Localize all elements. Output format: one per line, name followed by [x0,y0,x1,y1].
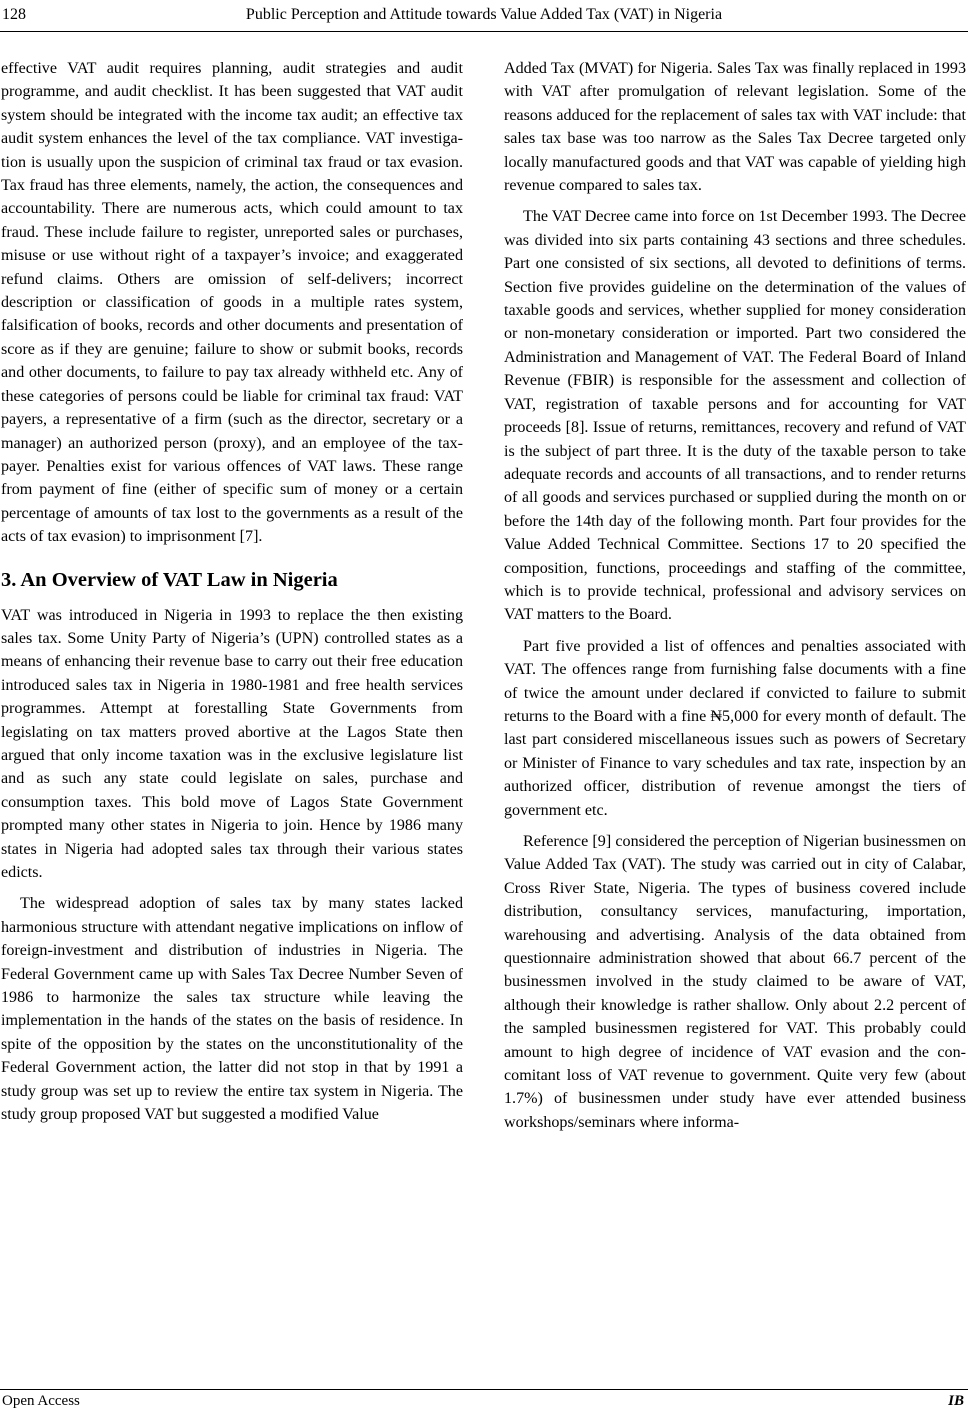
footer-rule [0,1389,968,1390]
header-rule [0,31,968,32]
journal-abbreviation: IB [948,1393,964,1409]
left-paragraph-3: The widespread adoption of sales tax by many states lacked harmonious structure with attendant negative implications on inflow of foreign-investment and distribution of industries in Nigeria. The Federal Government came up with Sales Tax Decree Number Seven of 1986 to harmonize the sales tax structure while leaving the implementation in the hands of the states on the basis of residence. In spite of the opposition by the states on the unconstitutionality of the Federal Government action, the latter did not stop in that by 1991 a study group was set up to review the entire tax system in Nigeria. The study group proposed VAT but suggested a modified Value [1,895,463,1124]
page-header [0,6,968,28]
page-number: 128 [2,6,26,23]
left-paragraph-2: VAT was introduced in Nigeria in 1993 to replace the then existing sales tax. Some Unity Party of Nigeria’s (UPN) controlled states as a means of enhancing their revenue base to carry out their free education introduced sales tax in Nigeria in 1980-1981 and free health services programmes. Attempt at forestalling State Governments from legislating on tax matters proved abortive at the Lagos State then argued that only income taxation was in the exclusive legislature list and as such any state could legislate on sales, purchase and consumption taxes. This bold move of Lagos State Government prompted many other states in Nigeria to join. Hence by 1986 many states in Nigeria had adopted sales tax through their various states edicts. [1,606,463,881]
right-paragraph-4: Reference [9] considered the perception of Nigerian businessmen on Value Added Tax (VAT). The study was carried out in city of Calabar, Cross River State, Nigeria. The types of business covered include distribution, consultancy services, manufacturing, importation, warehousing and advertising. Analysis of the data obtained from questionnaire administration showed that about 66.7 percent of the businessmen involved in the study claimed to be aware of VAT, although their knowledge is rather shallow. Only about 2.2 percent of the sampled businessmen registered for VAT. This probably could amount to high degree of incidence of VAT evasion and the concomitant loss of VAT revenue to government. Quite very few (about 1.7%) of businessmen under study have ever attended business workshops/seminars where informa- [504,833,966,1131]
right-paragraph-1: Added Tax (MVAT) for Nigeria. Sales Tax was finally replaced in 1993 with VAT after promulgation of relevant legislation. Some of the reasons adduced for the replacement of sales tax with VAT include: that sales tax base was too narrow as the Sales Tax Decree targeted only locally manufactured goods and that VAT was capable of yielding high revenue compared to sales tax. [504,60,966,195]
left-column [1,57,463,1126]
section-heading: 3. An Overview of VAT Law in Nigeria [1,568,338,591]
running-title: Public Perception and Attitude towards Value Added Tax (VAT) in Nigeria [245,6,723,23]
left-paragraph-1: effective VAT audit requires planning, audit strategies and audit programme, and audit checklist. It has been suggested that VAT audit system should be integrated with the income tax audit; an effective tax audit system enhances the level of the tax compliance. VAT investigation is usually upon the suspicion of criminal tax fraud or tax evasion. Tax fraud has three elements, namely, the action, the consequences and accountability. There are numerous acts, which could amount to tax fraud. These include failure to register, unreported sales or purchases, misuse or use without right of a taxpayer’s invoice; and exaggerated refund claims. Others are omission of self-delivers; incorrect description or classification of goods in a multiple rates system, falsification of books, records and other documents and presentation of score as if they are genuine; failure to show or submit books, records and other documents, to failure to pay tax already withheld etc. Any of these categories of persons could be liable for criminal tax fraud: VAT payers, a representative of a firm (such as the director, secretary or a manager) an authorized person (proxy), and an employee of the taxpayer. Penalties exist for various offences of VAT laws. These range from payment of fine (either of specific sum of money or a certain percentage of amounts of tax lost to the governments as a result of the acts of tax evasion) to imprisonment [7]. [1,60,463,546]
right-paragraph-3: Part five provided a list of offences and penalties associated with VAT. The offences range from furnishing false documents with a fine of twice the amount under declared if convicted to failure to submit returns to the Board with a fine ₦5,000 for every month of default. The last part considered miscellaneous issues such as powers of Secretary or Minister of Finance to vary schedules and tax rate, inspection by an authorized officer, distribution of revenue amongst the tiers of government etc. [504,637,966,819]
right-paragraph-2: The VAT Decree came into force on 1st December 1993. The Decree was divided into six parts containing 43 sections and three schedules. Part one consisted of six sections, all devoted to definitions of terms. Section five provides guideline on the determination of the values of taxable goods and services, whether supplied for money consideration or non-monetary consideration or imported. Part two considered the Administration and Management of VAT. The Federal Board of Inland Revenue (FBIR) is responsible for the assessment and collection of VAT, registration of taxable persons and for accounting for VAT proceeds [8]. Issue of returns, remittances, recovery and refund of VAT is the subject of part three. It is the duty of the taxable person to take adequate records and accounts of all transactions, and to render returns of all goods and services purchased or supplied during the month on or before the 14th day of the following month. Part four provides for the Value Added Technical Committee. Sections 17 to 20 specified the composition, functions, proceedings and staffing of the committee, which is to provide technical, professional and advisory services on VAT matters to the Board. [504,208,966,624]
right-column [504,57,966,1134]
open-access-label: Open Access [2,1393,80,1409]
